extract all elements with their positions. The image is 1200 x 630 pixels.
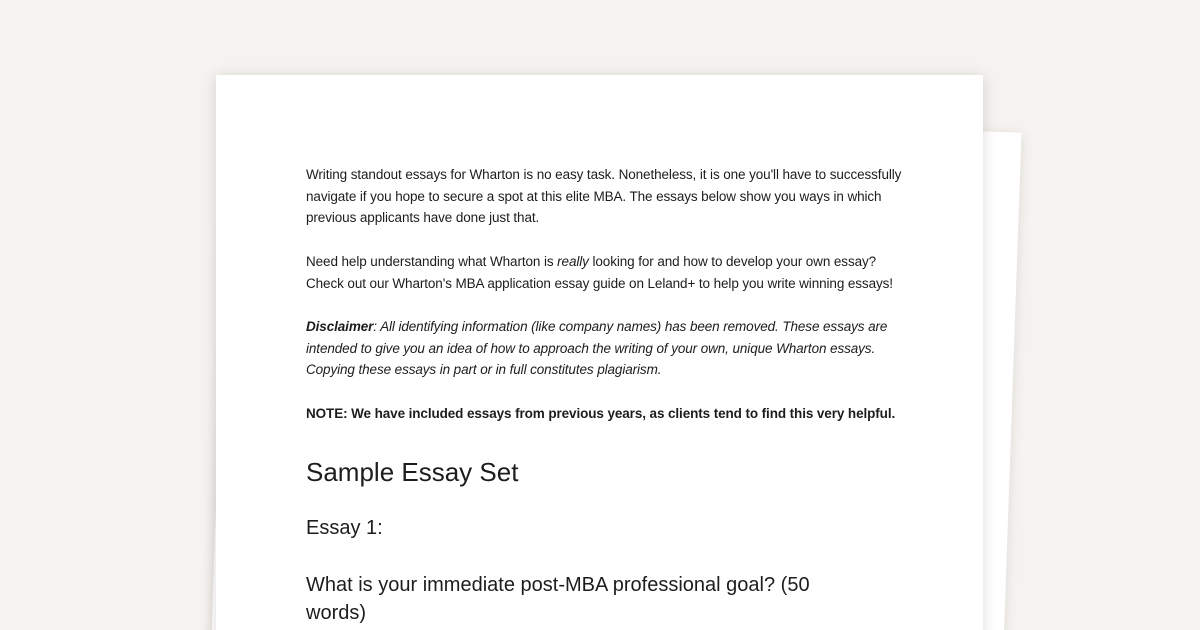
- help-emphasis: really: [557, 253, 589, 269]
- disclaimer-paragraph: [306, 316, 906, 381]
- essay-heading: Essay 1:: [306, 517, 383, 540]
- help-paragraph: [306, 251, 906, 294]
- help-text-after: looking for and how to develop your own essay? Check out our Wharton's MBA application essay guide on Leland+ to help you write winning essays!: [306, 253, 893, 291]
- document-content: [306, 164, 906, 627]
- section-title: Sample Essay Set: [306, 457, 519, 488]
- disclaimer-text: : All identifying information (like company names) has been removed. These essays are intended to give you an idea of how to approach the writing of your own, unique Wharton essays. Copying these essays in part or in full constitutes plagiarism.: [306, 318, 888, 378]
- essay-question: What is your immediate post-MBA professional goal? (50 words): [306, 574, 810, 625]
- help-text-before: Need help understanding what Wharton is: [306, 253, 558, 269]
- note-paragraph: NOTE: We have included essays from previous years, as clients tend to find this very helpful.: [306, 405, 896, 421]
- disclaimer-label: Disclaimer: [306, 318, 374, 334]
- front-page-sheet: [216, 75, 983, 630]
- intro-paragraph: Writing standout essays for Wharton is no easy task. Nonetheless, it is one you'll have to successfully navigate if you hope to secure a spot at this elite MBA. The essays below show you ways in which previous applicants have done just that.: [306, 167, 902, 226]
